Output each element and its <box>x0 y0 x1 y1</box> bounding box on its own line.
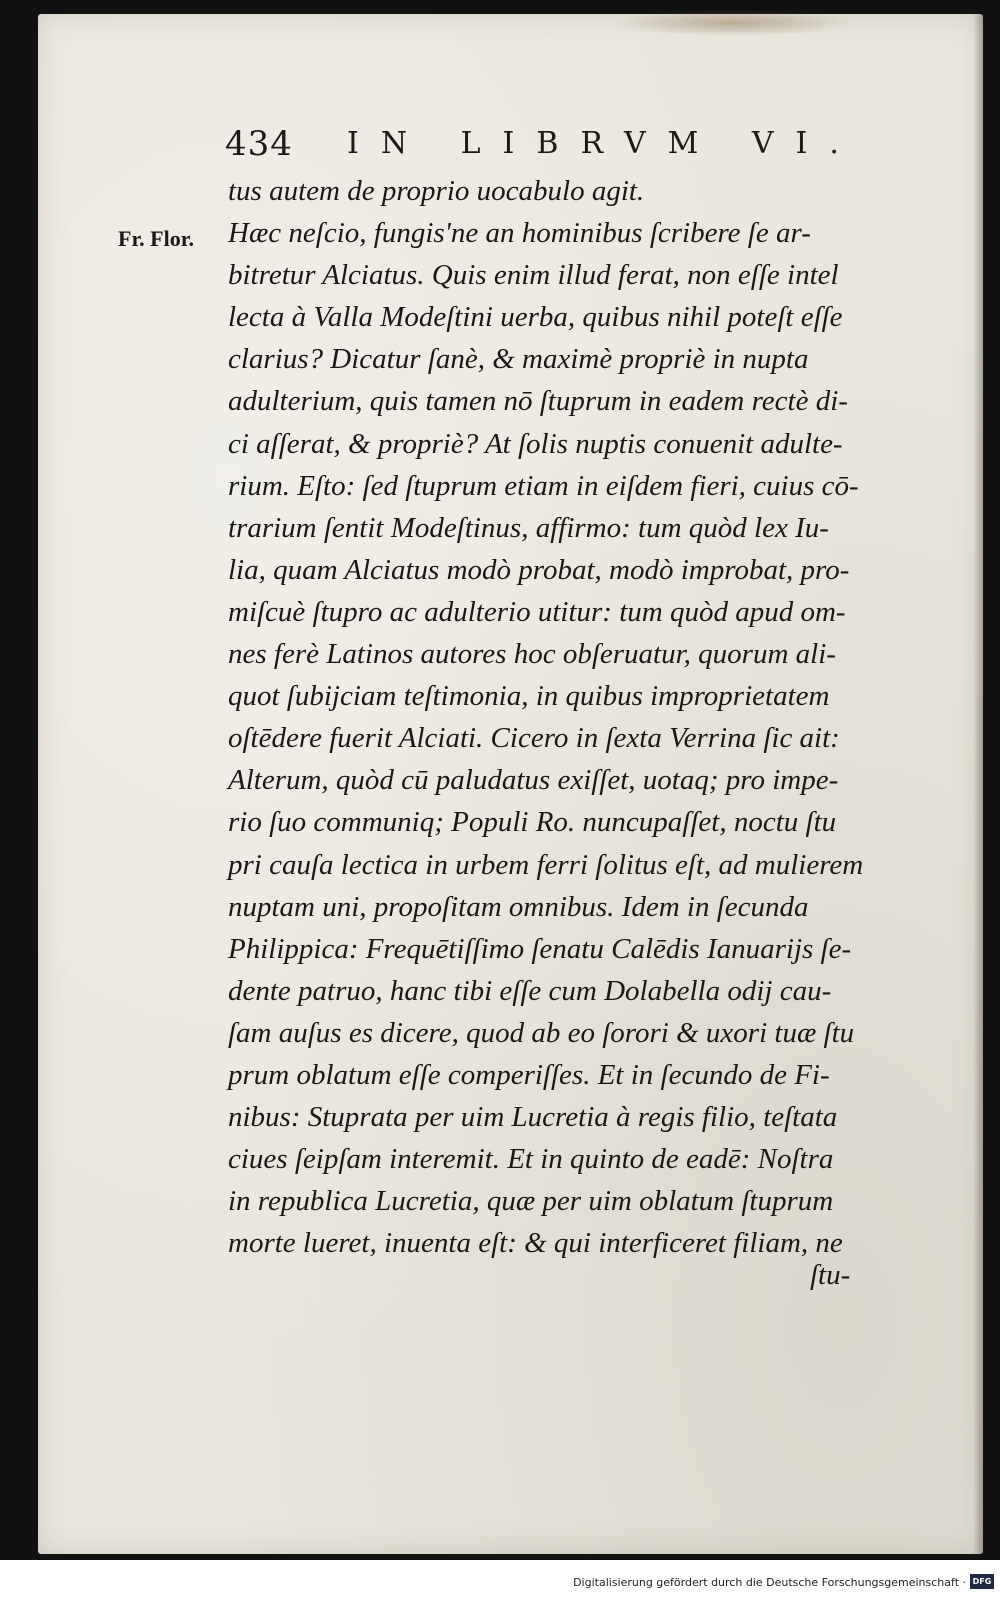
text-line: lia, quam Alciatus modò probat, modò improbat, pro- <box>228 553 850 586</box>
paper-stain <box>613 10 853 36</box>
dfg-logo-icon: DFG <box>970 1574 994 1589</box>
text-line: rium. Eſto: ſed ſtuprum etiam in eiſdem fieri, cuius cō- <box>228 469 859 502</box>
text-line: quot ſubijciam teſtimonia, in quibus improprietatem <box>228 680 830 713</box>
text-line: lecta à Valla Modeſtini uerba, quibus nihil poteſt eſſe <box>228 301 843 334</box>
text-line: bitretur Alciatus. Quis enim illud ferat, non eſſe intel <box>228 259 839 292</box>
text-line: pri cauſa lectica in urbem ferri ſolitus eſt, ad mulierem <box>228 848 864 881</box>
text-line: ci aſſerat, & propriè? At ſolis nuptis conuenit adulte- <box>228 427 843 460</box>
text-line: oſtēdere fuerit Alciati. Cicero in ſexta Verrina ſic ait: <box>228 722 840 755</box>
text-line: in republica Lucretia, quæ per uim oblatum ſtuprum <box>228 1185 834 1218</box>
body-text <box>228 170 923 1264</box>
text-line: prum oblatum eſſe comperiſſes. Et in ſecundo de Fi- <box>228 1058 830 1091</box>
text-line: ciues ſeipſam interemit. Et in quinto de eadē: Noſtra <box>228 1143 834 1176</box>
text-line: morte lueret, inuenta eſt: & qui interficeret filiam, ne <box>228 1227 843 1260</box>
text-line: rio ſuo communiq; Populi Ro. nuncupaſſet, noctu ſtu <box>228 806 837 839</box>
text-line: adulterium, quis tamen nō ſtuprum in eadem rectè di- <box>228 385 848 418</box>
catchword: ſtu- <box>810 1259 851 1291</box>
text-line: Philippica: Frequētiſſimo ſenatu Calēdis Ianuarijs ſe- <box>228 932 852 965</box>
footer-bar <box>0 1560 1000 1599</box>
running-head: IN LIBRVM VI. <box>347 126 861 161</box>
margin-note: Fr. Flor. <box>118 226 194 251</box>
text-line: nes ferè Latinos autores hoc obſeruatur, quorum ali- <box>228 638 836 671</box>
page-edge <box>973 14 983 1554</box>
text-line: Hæc neſcio, fungis'ne an hominibus ſcribere ſe ar- <box>228 217 811 250</box>
text-line: dente patruo, hanc tibi eſſe cum Dolabella odij cau- <box>228 974 832 1007</box>
text-line: ſam auſus es dicere, quod ab eo ſorori & uxori tuæ ſtu <box>228 1016 855 1049</box>
text-line: trarium ſentit Modeſtinus, affirmo: tum quòd lex Iu- <box>228 511 829 544</box>
text-line: miſcuè ſtupro ac adulterio utitur: tum quòd apud om- <box>228 595 846 628</box>
page-number: 434 <box>225 124 293 164</box>
text-line: nibus: Stuprata per uim Lucretia à regis filio, teſtata <box>228 1101 838 1134</box>
funding-credit: Digitalisierung gefördert durch die Deutsche Forschungsgemeinschaft · <box>573 1576 966 1589</box>
text-line: clarius? Dicatur ſanè, & maximè propriè in nupta <box>228 343 809 376</box>
text-line: Alterum, quòd cū paludatus exiſſet, uotaq; pro impe- <box>228 764 839 797</box>
text-line: nuptam uni, propoſitam omnibus. Idem in ſecunda <box>228 890 809 923</box>
page-header <box>225 124 861 168</box>
text-line: tus autem de proprio uocabulo agit. <box>228 175 645 207</box>
